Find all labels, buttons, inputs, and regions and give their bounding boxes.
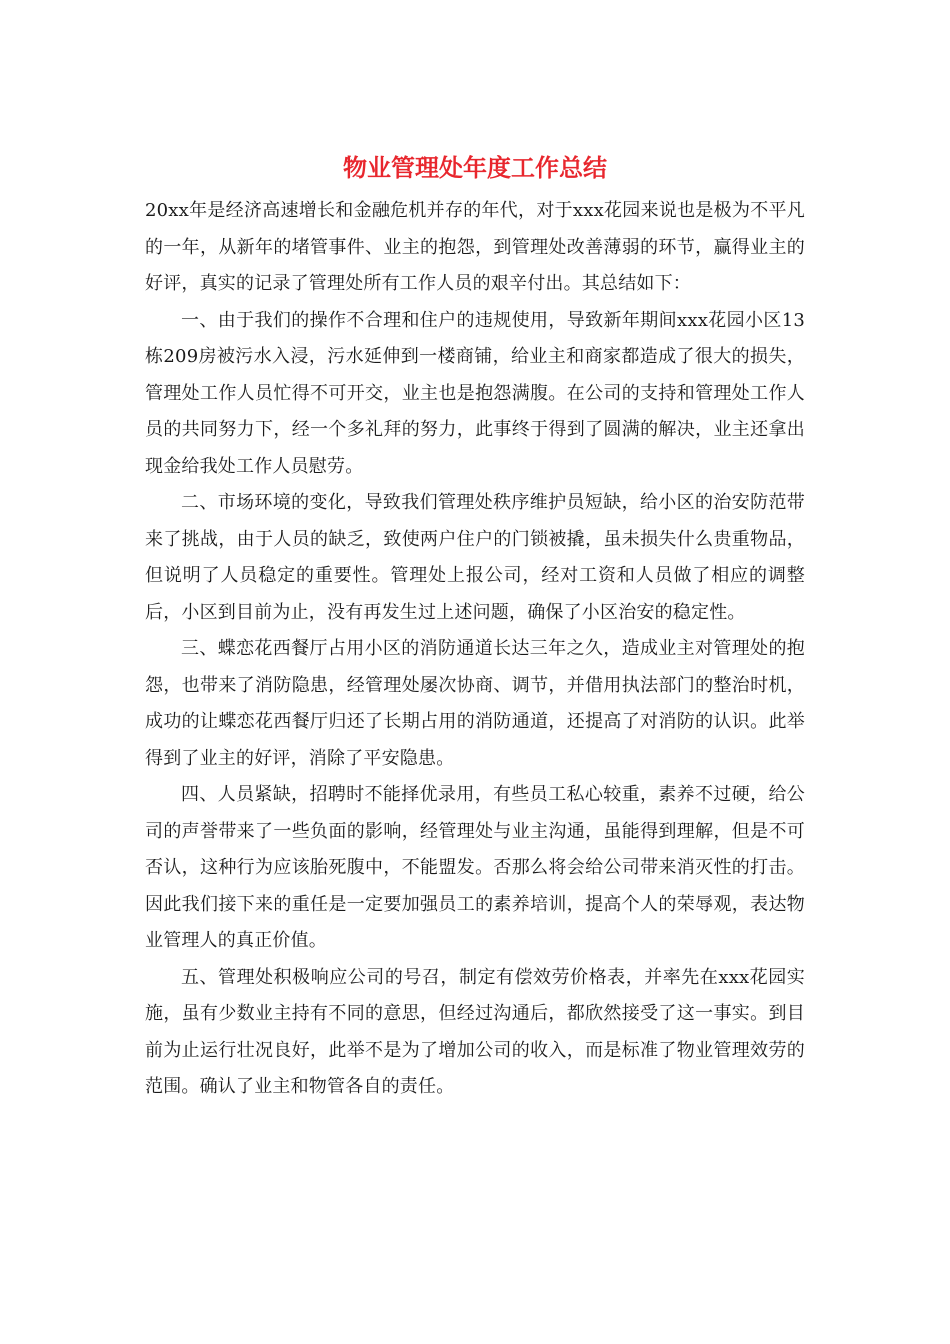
paragraph-item-1: 一、由于我们的操作不合理和住户的违规使用，导致新年期间xxx花园小区13栋209房被污水入浸，污水延伸到一楼商铺，给业主和商家都造成了很大的损失，管理处工作人员忙得不可开交，业主也是抱怨满腹。在公司的支持和管理处工作人员的共同努力下，经一个多礼拜的努力，此事终于得到了圆满的解决，业主还拿出现金给我处工作人员慰劳。 <box>145 309 805 477</box>
paragraph-item-2: 二、市场环境的变化，导致我们管理处秩序维护员短缺，给小区的治安防范带来了挑战，由于人员的缺乏，致使两户住户的门锁被撬，虽未损失什么贵重物品，但说明了人员稳定的重要性。管理处上报公司，经对工资和人员做了相应的调整后，小区到目前为止，没有再发生过上述问题，确保了小区治安的稳定性。 <box>145 492 805 623</box>
document-title: 物业管理处年度工作总结 <box>343 153 607 182</box>
document-body <box>145 193 805 1106</box>
paragraph-item-4: 四、人员紧缺，招聘时不能择优录用，有些员工私心较重，素养不过硬，给公司的声誉带来了一些负面的影响，经管理处与业主沟通，虽能得到理解，但是不可否认，这种行为应该胎死腹中，不能盟发。否那么将会给公司带来消灭性的打击。因此我们接下来的重任是一定要加强员工的素养培训，提高个人的荣辱观，表达物业管理人的真正价值。 <box>145 784 805 951</box>
paragraph-intro: 20xx年是经济高速增长和金融危机并存的年代，对于xxx花园来说也是极为不平凡的一年，从新年的堵管事件、业主的抱怨，到管理处改善薄弱的环节，赢得业主的好评，真实的记录了管理处所有工作人员的艰辛付出。其总结如下： <box>145 200 805 294</box>
paragraph-item-3: 三、蝶恋花西餐厅占用小区的消防通道长达三年之久，造成业主对管理处的抱怨，也带来了消防隐患，经管理处屡次协商、调节，并借用执法部门的整治时机，成功的让蝶恋花西餐厅归还了长期占用的消防通道，还提高了对消防的认识。此举得到了业主的好评，消除了平安隐患。 <box>145 638 805 769</box>
paragraph-item-5: 五、管理处积极响应公司的号召，制定有偿效劳价格表，并率先在xxx花园实施，虽有少数业主持有不同的意思，但经过沟通后，都欣然接受了这一事实。到目前为止运行壮况良好，此举不是为了增加公司的收入，而是标准了物业管理效劳的范围。确认了业主和物管各自的责任。 <box>145 966 805 1097</box>
